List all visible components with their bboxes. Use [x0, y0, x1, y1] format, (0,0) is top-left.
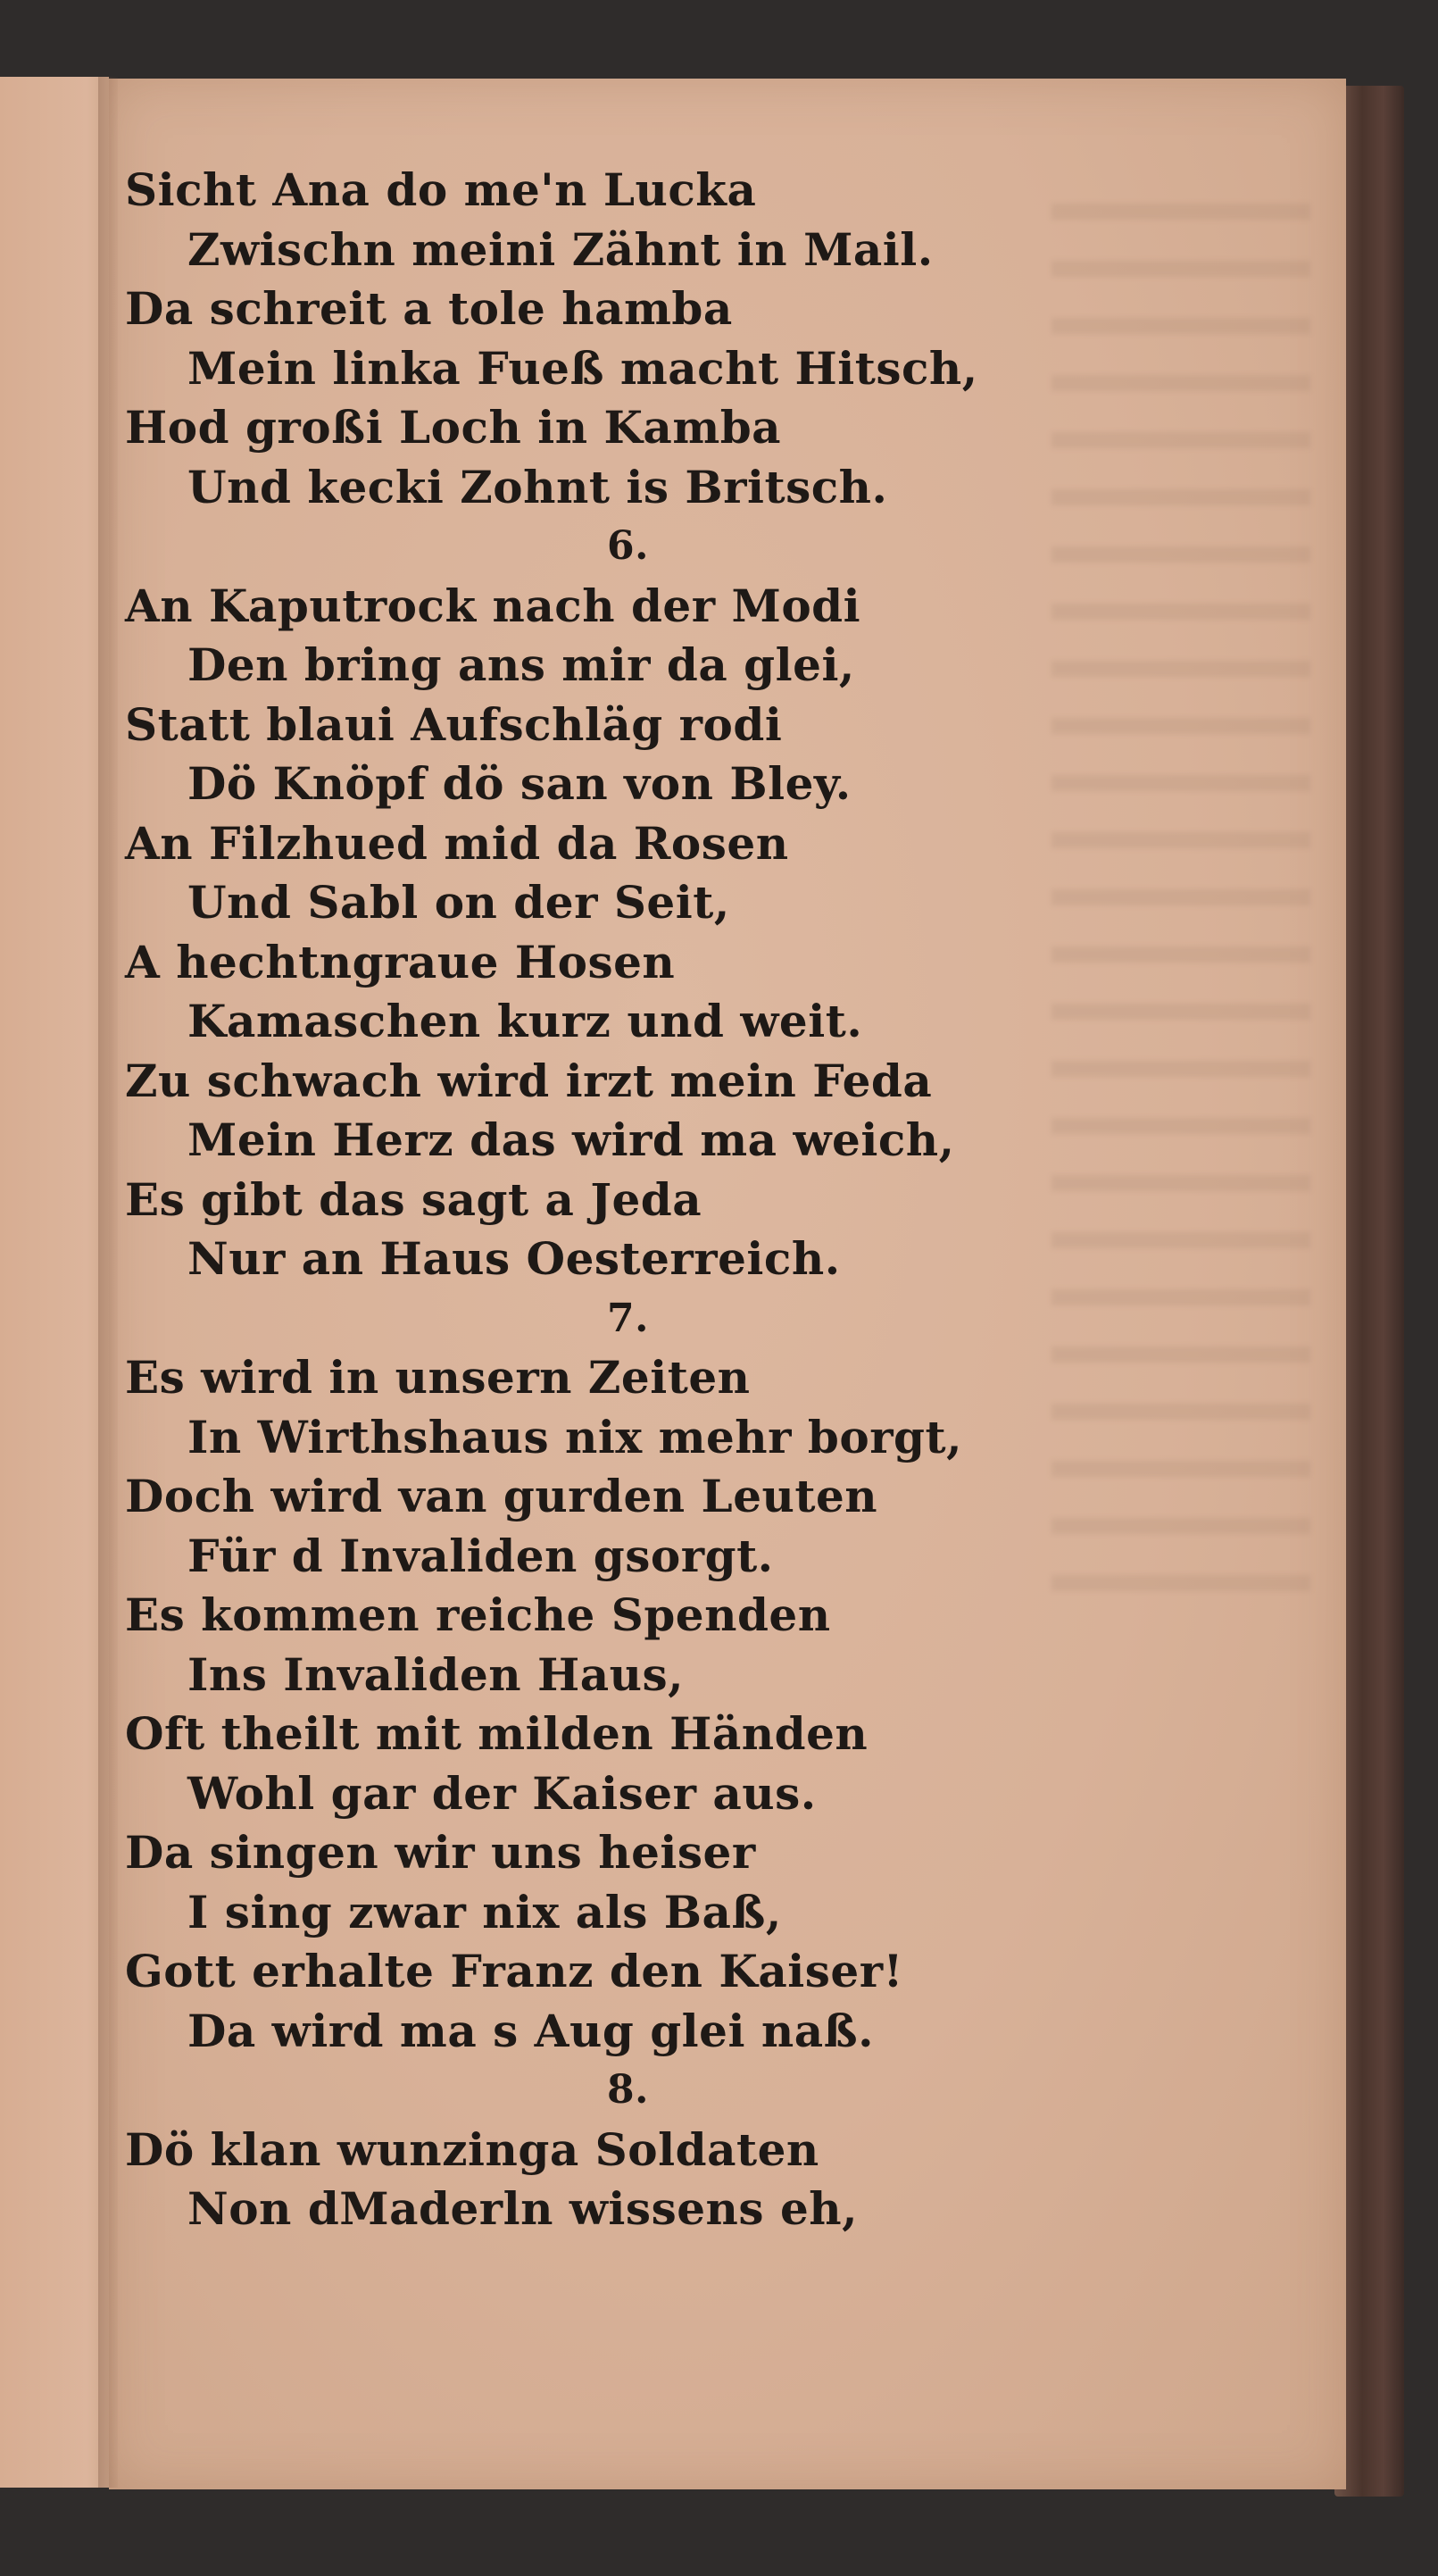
poem-line: An Filzhued mid da Rosen — [125, 816, 789, 870]
poem-line: Zu schwach wird irzt mein Feda — [125, 1054, 933, 1107]
poem-line: Den bring ans mir da glei, — [187, 638, 855, 691]
poem-line: Zwischn meini Zähnt in Mail. — [187, 222, 934, 276]
poem-line: Da wird ma s Aug glei naß. — [187, 2004, 875, 2057]
poem-line: Und Sabl on der Seit, — [187, 876, 730, 929]
poem-line: Mein linka Fueß macht Hitsch, — [187, 341, 978, 395]
poem-line: Da singen wir uns heiser — [125, 1826, 756, 1879]
page-gutter — [98, 77, 118, 2488]
poem-line: Und kecki Zohnt is Britsch. — [187, 460, 888, 513]
poem-line: Dö Knöpf dö san von Bley. — [187, 757, 852, 810]
poem-line: Mein Herz das wird ma weich, — [187, 1113, 955, 1166]
poem-line: Ins Invaliden Haus, — [187, 1647, 685, 1701]
poem-text — [125, 161, 978, 2239]
poem-line: A hechtngraue Hosen — [125, 935, 676, 988]
facing-page-edge — [0, 77, 109, 2488]
poem-line: Hod großi Loch in Kamba — [125, 401, 782, 454]
poem-line: I sing zwar nix als Baß, — [187, 1885, 782, 1938]
poem-line: Es kommen reiche Spenden — [125, 1588, 831, 1641]
poem-line: Non dMaderln wissens eh, — [187, 2182, 859, 2235]
poem-line: Nur an Haus Oesterreich. — [187, 1232, 841, 1285]
poem-line: Da schreit a tole hamba — [125, 282, 733, 335]
poem-line: Statt blaui Aufschläg rodi — [125, 697, 783, 751]
poem-line: Für d Invaliden gsorgt. — [187, 1529, 774, 1582]
show-through-text — [1051, 204, 1310, 1632]
poem-line: Es wird in unsern Zeiten — [125, 1351, 751, 1404]
stanza-number: 6. — [607, 523, 649, 569]
poem-line: Es gibt das sagt a Jeda — [125, 1172, 702, 1226]
poem-line: Dö klan wunzinga Soldaten — [125, 2122, 819, 2176]
poem-line: Gott erhalte Franz den Kaiser! — [125, 1945, 904, 1997]
poem-line: Oft theilt mit milden Händen — [125, 1707, 869, 1760]
poem-line: Sicht Ana do me'n Lucka — [125, 163, 757, 216]
stanza-number: 8. — [607, 2067, 649, 2113]
poem-line: Wohl gar der Kaiser aus. — [187, 1766, 817, 1820]
poem-line: An Kaputrock nach der Modi — [125, 579, 861, 632]
poem-line: Kamaschen kurz und weit. — [187, 995, 863, 1047]
stanza-number: 7. — [607, 1295, 649, 1341]
poem-line: Doch wird van gurden Leuten — [125, 1470, 878, 1522]
poem-line: In Wirthshaus nix mehr borgt, — [187, 1410, 963, 1463]
